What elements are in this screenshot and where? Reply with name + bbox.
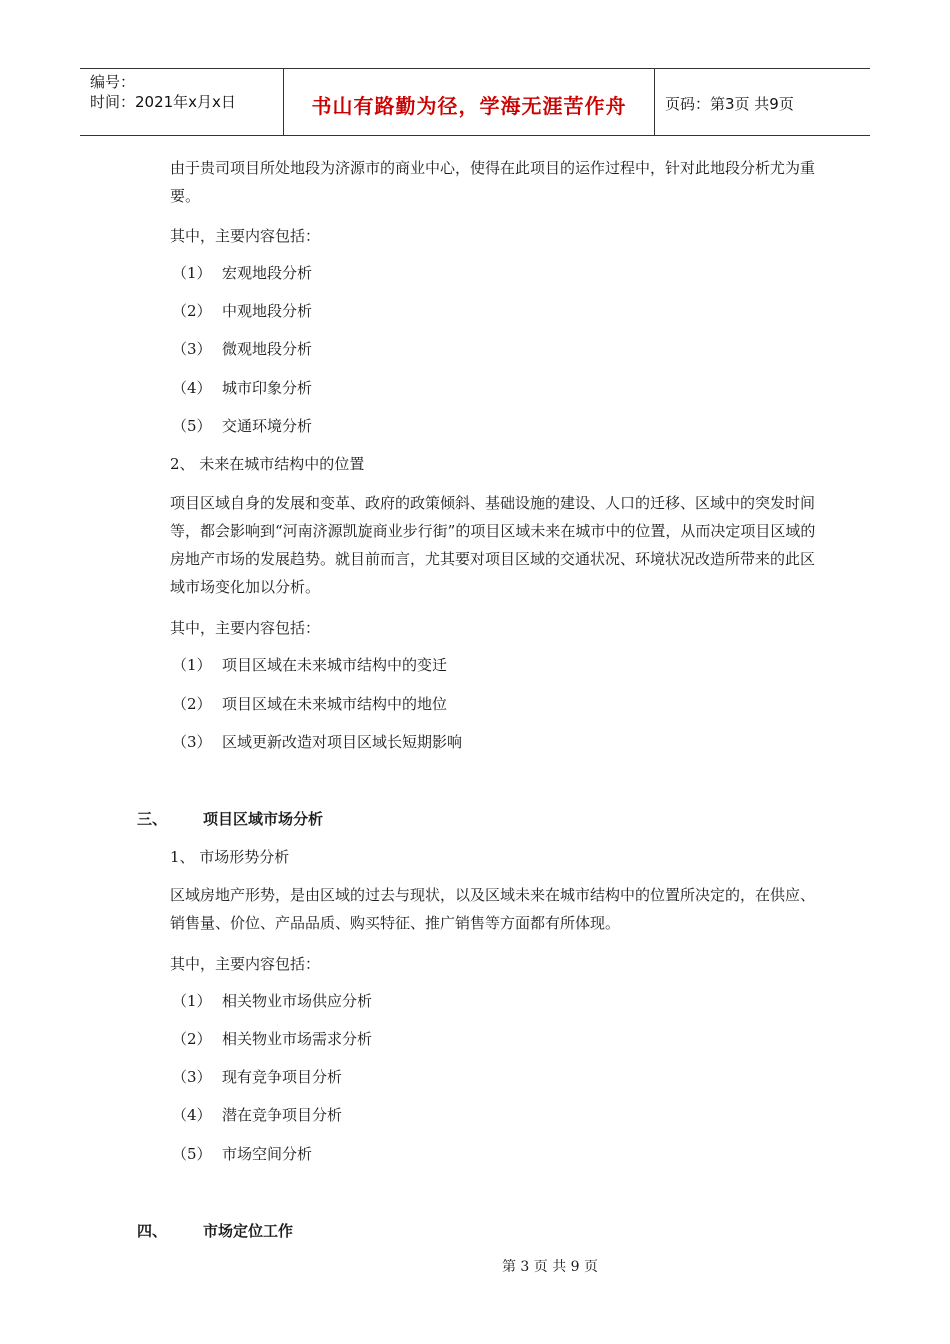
main-content-label-3: 其中，主要内容包括： bbox=[170, 955, 321, 973]
list-item: （3） 现有竞争项目分析 bbox=[172, 1068, 343, 1086]
list-item: （2） 项目区域在未来城市结构中的地位 bbox=[172, 695, 448, 713]
section-heading-3: 三、 项目区域市场分析 bbox=[137, 810, 324, 828]
header-meta bbox=[80, 69, 283, 135]
header-page-info: 页码：第3页 共9页 bbox=[665, 94, 794, 113]
footer-page-number: 第 3 页 共 9 页 bbox=[501, 1259, 599, 1275]
list-item: （2） 中观地段分析 bbox=[172, 302, 313, 320]
list-item: （3） 区域更新改造对项目区域长短期影响 bbox=[172, 733, 463, 751]
list-item: （3） 微观地段分析 bbox=[172, 340, 313, 358]
header-motto: 书山有路勤为径，学海无涯苦作舟 bbox=[283, 69, 655, 135]
page-header bbox=[80, 68, 870, 136]
main-content-label-2: 其中，主要内容包括： bbox=[170, 619, 321, 637]
date-label: 时间：2021年x月x日 bbox=[90, 93, 236, 111]
sub31-paragraph: 区域房地产形势，是由区域的过去与现状，以及区域未来在城市结构中的位置所决定的，在供应、销售量、价位、产品品质、购买特征、推广销售等方面都有所体现。 bbox=[170, 886, 816, 932]
page-footer bbox=[0, 1256, 950, 1276]
list-item: （1） 宏观地段分析 bbox=[172, 264, 313, 282]
list-item: （4） 城市印象分析 bbox=[172, 379, 313, 397]
subheading-3-1: 1、 市场形势分析 bbox=[170, 848, 290, 866]
list-item: （2） 相关物业市场需求分析 bbox=[172, 1030, 373, 1048]
list-item: （1） 项目区域在未来城市结构中的变迁 bbox=[172, 656, 448, 674]
list-item: （5） 市场空间分析 bbox=[172, 1145, 313, 1163]
subheading-2: 2、 未来在城市结构中的位置 bbox=[170, 455, 365, 473]
list-item: （5） 交通环境分析 bbox=[172, 417, 313, 435]
sub2-paragraph: 项目区域自身的发展和变革、政府的政策倾斜、基础设施的建设、人口的迁移、区域中的突发时间等，都会影响到“河南济源凯旋商业步行街”的项目区域未来在城市中的位置，从而决定项目区域的房地产市场的发展趋势。就目前而言，尤其要对项目区域的交通状况、环境状况改造所带来的此区域市场变化加以分析。 bbox=[170, 494, 816, 596]
section-heading-4: 四、 市场定位工作 bbox=[137, 1222, 294, 1240]
list-item: （4） 潜在竞争项目分析 bbox=[172, 1106, 343, 1124]
list-item: （1） 相关物业市场供应分析 bbox=[172, 992, 373, 1010]
code-label: 编号： bbox=[90, 73, 136, 91]
main-content-label-1: 其中，主要内容包括： bbox=[170, 227, 321, 245]
intro-paragraph: 由于贵司项目所处地段为济源市的商业中心，使得在此项目的运作过程中，针对此地段分析尤为重要。 bbox=[170, 159, 816, 205]
